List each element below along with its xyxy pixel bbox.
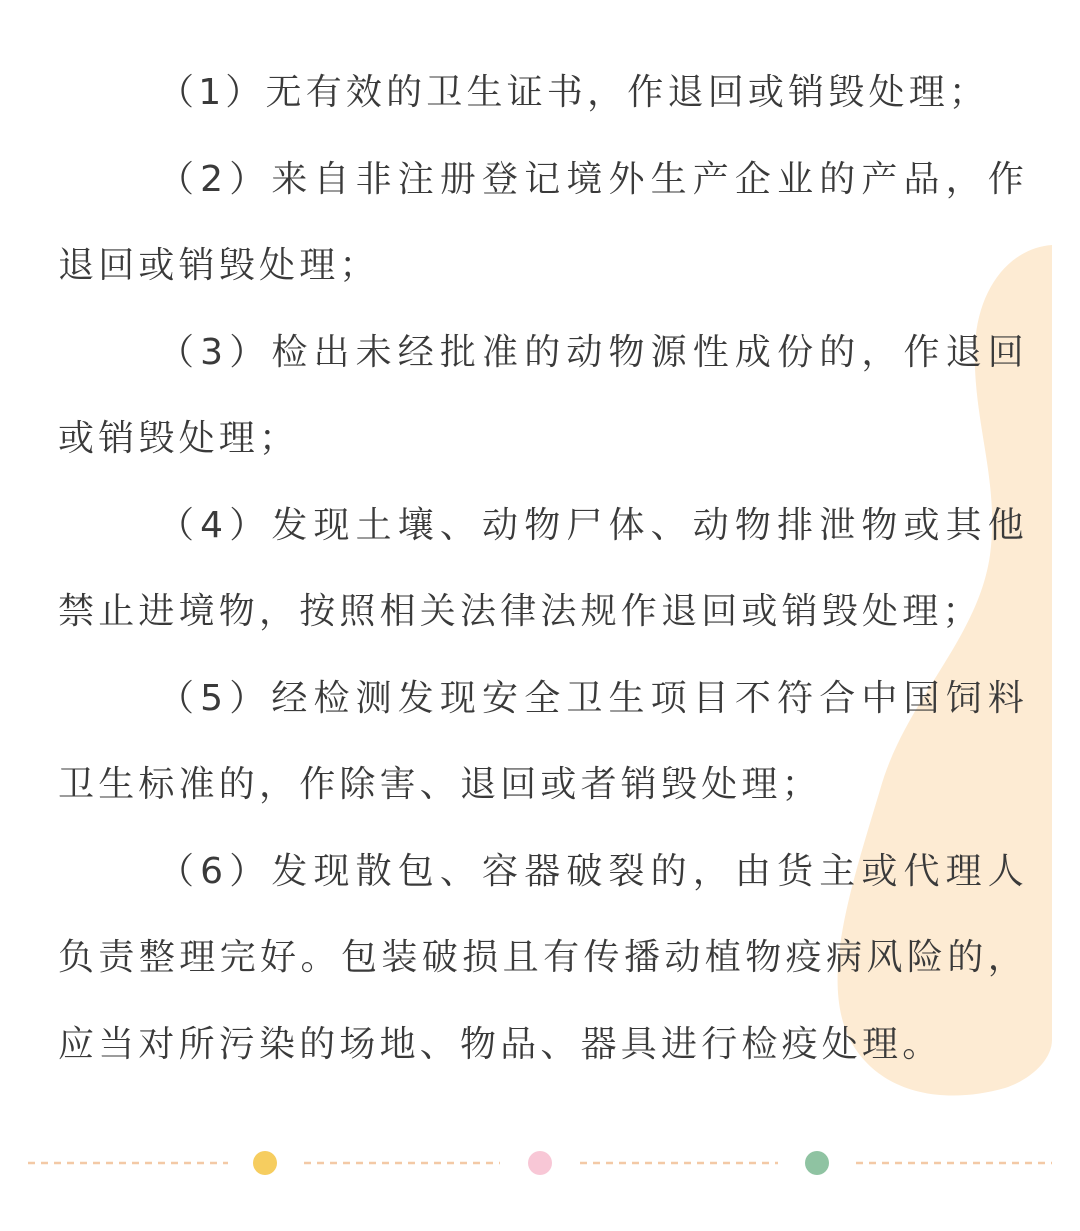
- paragraph-item-1: （1）无有效的卫生证书，作退回或销毁处理；: [158, 72, 990, 113]
- divider-dot-yellow: [253, 1151, 277, 1175]
- paragraph-item-4: （4）发现土壤、动物尸体、动物排泄物或其他禁止进境物，按照相关法律法规作退回或销毁处理；: [58, 504, 1028, 632]
- article-body: [58, 50, 1028, 1088]
- paragraph-item-2: （2）来自非注册登记境外生产企业的产品，作退回或销毁处理；: [58, 158, 1028, 286]
- divider-dot-pink: [528, 1151, 552, 1175]
- paragraph-item-3: （3）检出未经批准的动物源性成份的，作退回或销毁处理；: [58, 331, 1028, 459]
- dotted-divider: [0, 1145, 1080, 1185]
- paragraph-item-6: （6）发现散包、容器破裂的，由货主或代理人负责整理完好。包装破损且有传播动植物疫病风险的，应当对所污染的场地、物品、器具进行检疫处理。: [58, 850, 1028, 1065]
- paragraph-item-5: （5）经检测发现安全卫生项目不符合中国饲料卫生标准的，作除害、退回或者销毁处理；: [58, 677, 1028, 805]
- divider-dot-green: [805, 1151, 829, 1175]
